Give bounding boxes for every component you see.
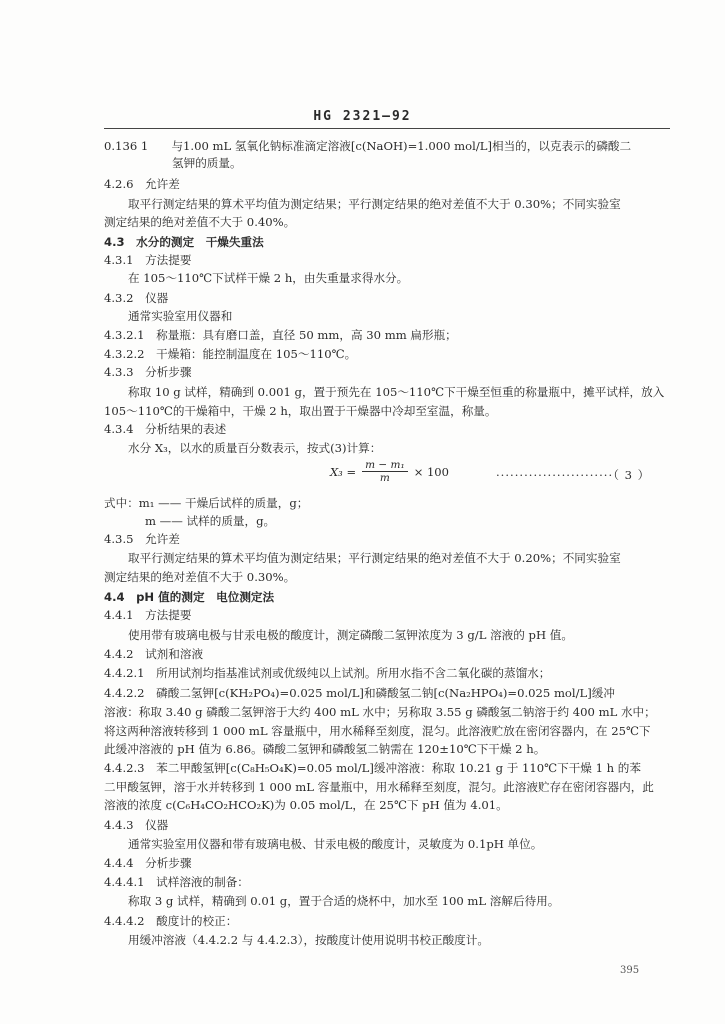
- section-heading: 4.4.3 仪器: [104, 818, 169, 832]
- section-heading: 4.4.1 方法提要: [104, 608, 192, 622]
- equation-number: ·························（ 3 ）: [496, 468, 651, 482]
- formula-numerator: m − m₁: [362, 459, 408, 472]
- text-line: 此缓冲溶液的 pH 值为 6.86。磷酸二氢钾和磷酸氢二钠需在 120±10℃下干燥 2 h。: [104, 742, 546, 756]
- standard-code-header: HG 2321—92: [313, 109, 412, 124]
- text-line: 4.4.4.2 酸度计的校正：: [104, 914, 238, 928]
- page-number: 395: [620, 965, 640, 976]
- formula-fraction: [362, 459, 408, 484]
- text-line: 4.3.2.2 干燥箱：能控制温度在 105～110℃。: [104, 347, 357, 361]
- section-heading: 4.4.2 试剂和溶液: [104, 647, 204, 661]
- text-line: 105～110℃的干燥箱中，干燥 2 h，取出置于干燥器中冷却至室温，称量。: [104, 404, 497, 418]
- text-line: 取平行测定结果的算术平均值为测定结果；平行测定结果的绝对差值不大于 0.20%；不同实验室: [128, 551, 621, 565]
- formula-rhs: × 100: [413, 464, 449, 479]
- section-heading: 4.3.3 分析步骤: [104, 365, 192, 379]
- section-heading: 4.3.2 仪器: [104, 291, 169, 305]
- text-line: 4.3.2.1 称量瓶：具有磨口盖，直径 50 mm，高 30 mm 扁形瓶；: [104, 328, 457, 342]
- text-line: m —— 试样的质量，g。: [145, 514, 276, 528]
- text-line: 使用带有玻璃电极与甘汞电极的酸度计，测定磷酸二氢钾浓度为 3 g/L 溶液的 pH 值。: [128, 628, 573, 642]
- text-line: 用缓冲溶液（4.4.2.2 与 4.4.2.3），按酸度计使用说明书校正酸度计。: [128, 933, 489, 947]
- formula-lhs: X₃ =: [330, 464, 357, 479]
- section-heading: 4.4.4 分析步骤: [104, 856, 192, 870]
- text-line: 水分 X₃，以水的质量百分数表示，按式(3)计算：: [128, 441, 382, 455]
- text-line: 4.4.2.3 苯二甲酸氢钾[c(C₈H₅O₄K)=0.05 mol/L]缓冲溶液：称取 10.21 g 于 110℃下干燥 1 h 的苯: [104, 761, 641, 775]
- text-line: 在 105～110℃下试样干燥 2 h，由失重量求得水分。: [128, 271, 409, 285]
- text-line: 氢钾的质量。: [172, 156, 242, 170]
- text-line: 溶液的浓度 c(C₆H₄CO₂HCO₂K)为 0.05 mol/L，在 25℃下 pH 值为 4.01。: [104, 798, 508, 812]
- section-heading: 4.2.6 允许差: [104, 177, 180, 191]
- text-line: 通常实验室用仪器和: [128, 309, 233, 323]
- text-line: 通常实验室用仪器和带有玻璃电极、甘汞电极的酸度计，灵敏度为 0.1pH 单位。: [128, 837, 543, 851]
- text-line: 0.136 1 与1.00 mL 氢氧化钠标准滴定溶液[c(NaOH)=1.000 mol/L]相当的，以克表示的磷酸二: [104, 139, 632, 153]
- section-heading: 4.3.1 方法提要: [104, 253, 192, 267]
- text-line: 取平行测定结果的算术平均值为测定结果；平行测定结果的绝对差值不大于 0.30%；不同实验室: [128, 197, 621, 211]
- text-line: 式中：m₁ —— 干燥后试样的质量，g；: [104, 496, 309, 510]
- text-line: 4.4.4.1 试样溶液的制备：: [104, 875, 249, 889]
- text-line: 称取 3 g 试样，精确到 0.01 g，置于合适的烧杯中，加水至 100 mL 溶解后待用。: [128, 894, 560, 908]
- section-heading: 4.3.5 允许差: [104, 532, 180, 546]
- moisture-formula: [330, 459, 449, 484]
- section-heading: 4.3 水分的测定 干燥失重法: [104, 235, 264, 249]
- text-line: 4.4.2.1 所用试剂均指基准试剂或优级纯以上试剂。所用水指不含二氧化碳的蒸馏水；: [104, 666, 551, 680]
- text-line: 测定结果的绝对差值不大于 0.30%。: [104, 570, 296, 584]
- text-line: 将这两种溶液转移到 1 000 mL 容量瓶中，用水稀释至刻度，混匀。此溶液贮放在密闭容器内，在 25℃下: [104, 724, 651, 738]
- text-line: 溶液：称取 3.40 g 磷酸二氢钾溶于大约 400 mL 水中；另称取 3.55 g 磷酸氢二钠溶于约 400 mL 水中；: [104, 705, 656, 719]
- section-heading: 4.4 pH 值的测定 电位测定法: [104, 590, 275, 604]
- text-line: 测定结果的绝对差值不大于 0.40%。: [104, 215, 296, 229]
- header-rule: [104, 128, 670, 129]
- section-heading: 4.3.4 分析结果的表述: [104, 422, 227, 436]
- formula-denominator: m: [379, 472, 390, 484]
- text-line: 4.4.2.2 磷酸二氢钾[c(KH₂PO₄)=0.025 mol/L]和磷酸氢二钠[c(Na₂HPO₄)=0.025 mol/L]缓冲: [104, 686, 615, 700]
- text-line: 称取 10 g 试样，精确到 0.001 g，置于预先在 105～110℃下干燥至恒重的称量瓶中，摊平试样，放入: [128, 385, 665, 399]
- text-line: 二甲酸氢钾，溶于水并转移到 1 000 mL 容量瓶中，用水稀释至刻度，混匀。此溶液贮存在密闭容器内，此: [104, 780, 654, 794]
